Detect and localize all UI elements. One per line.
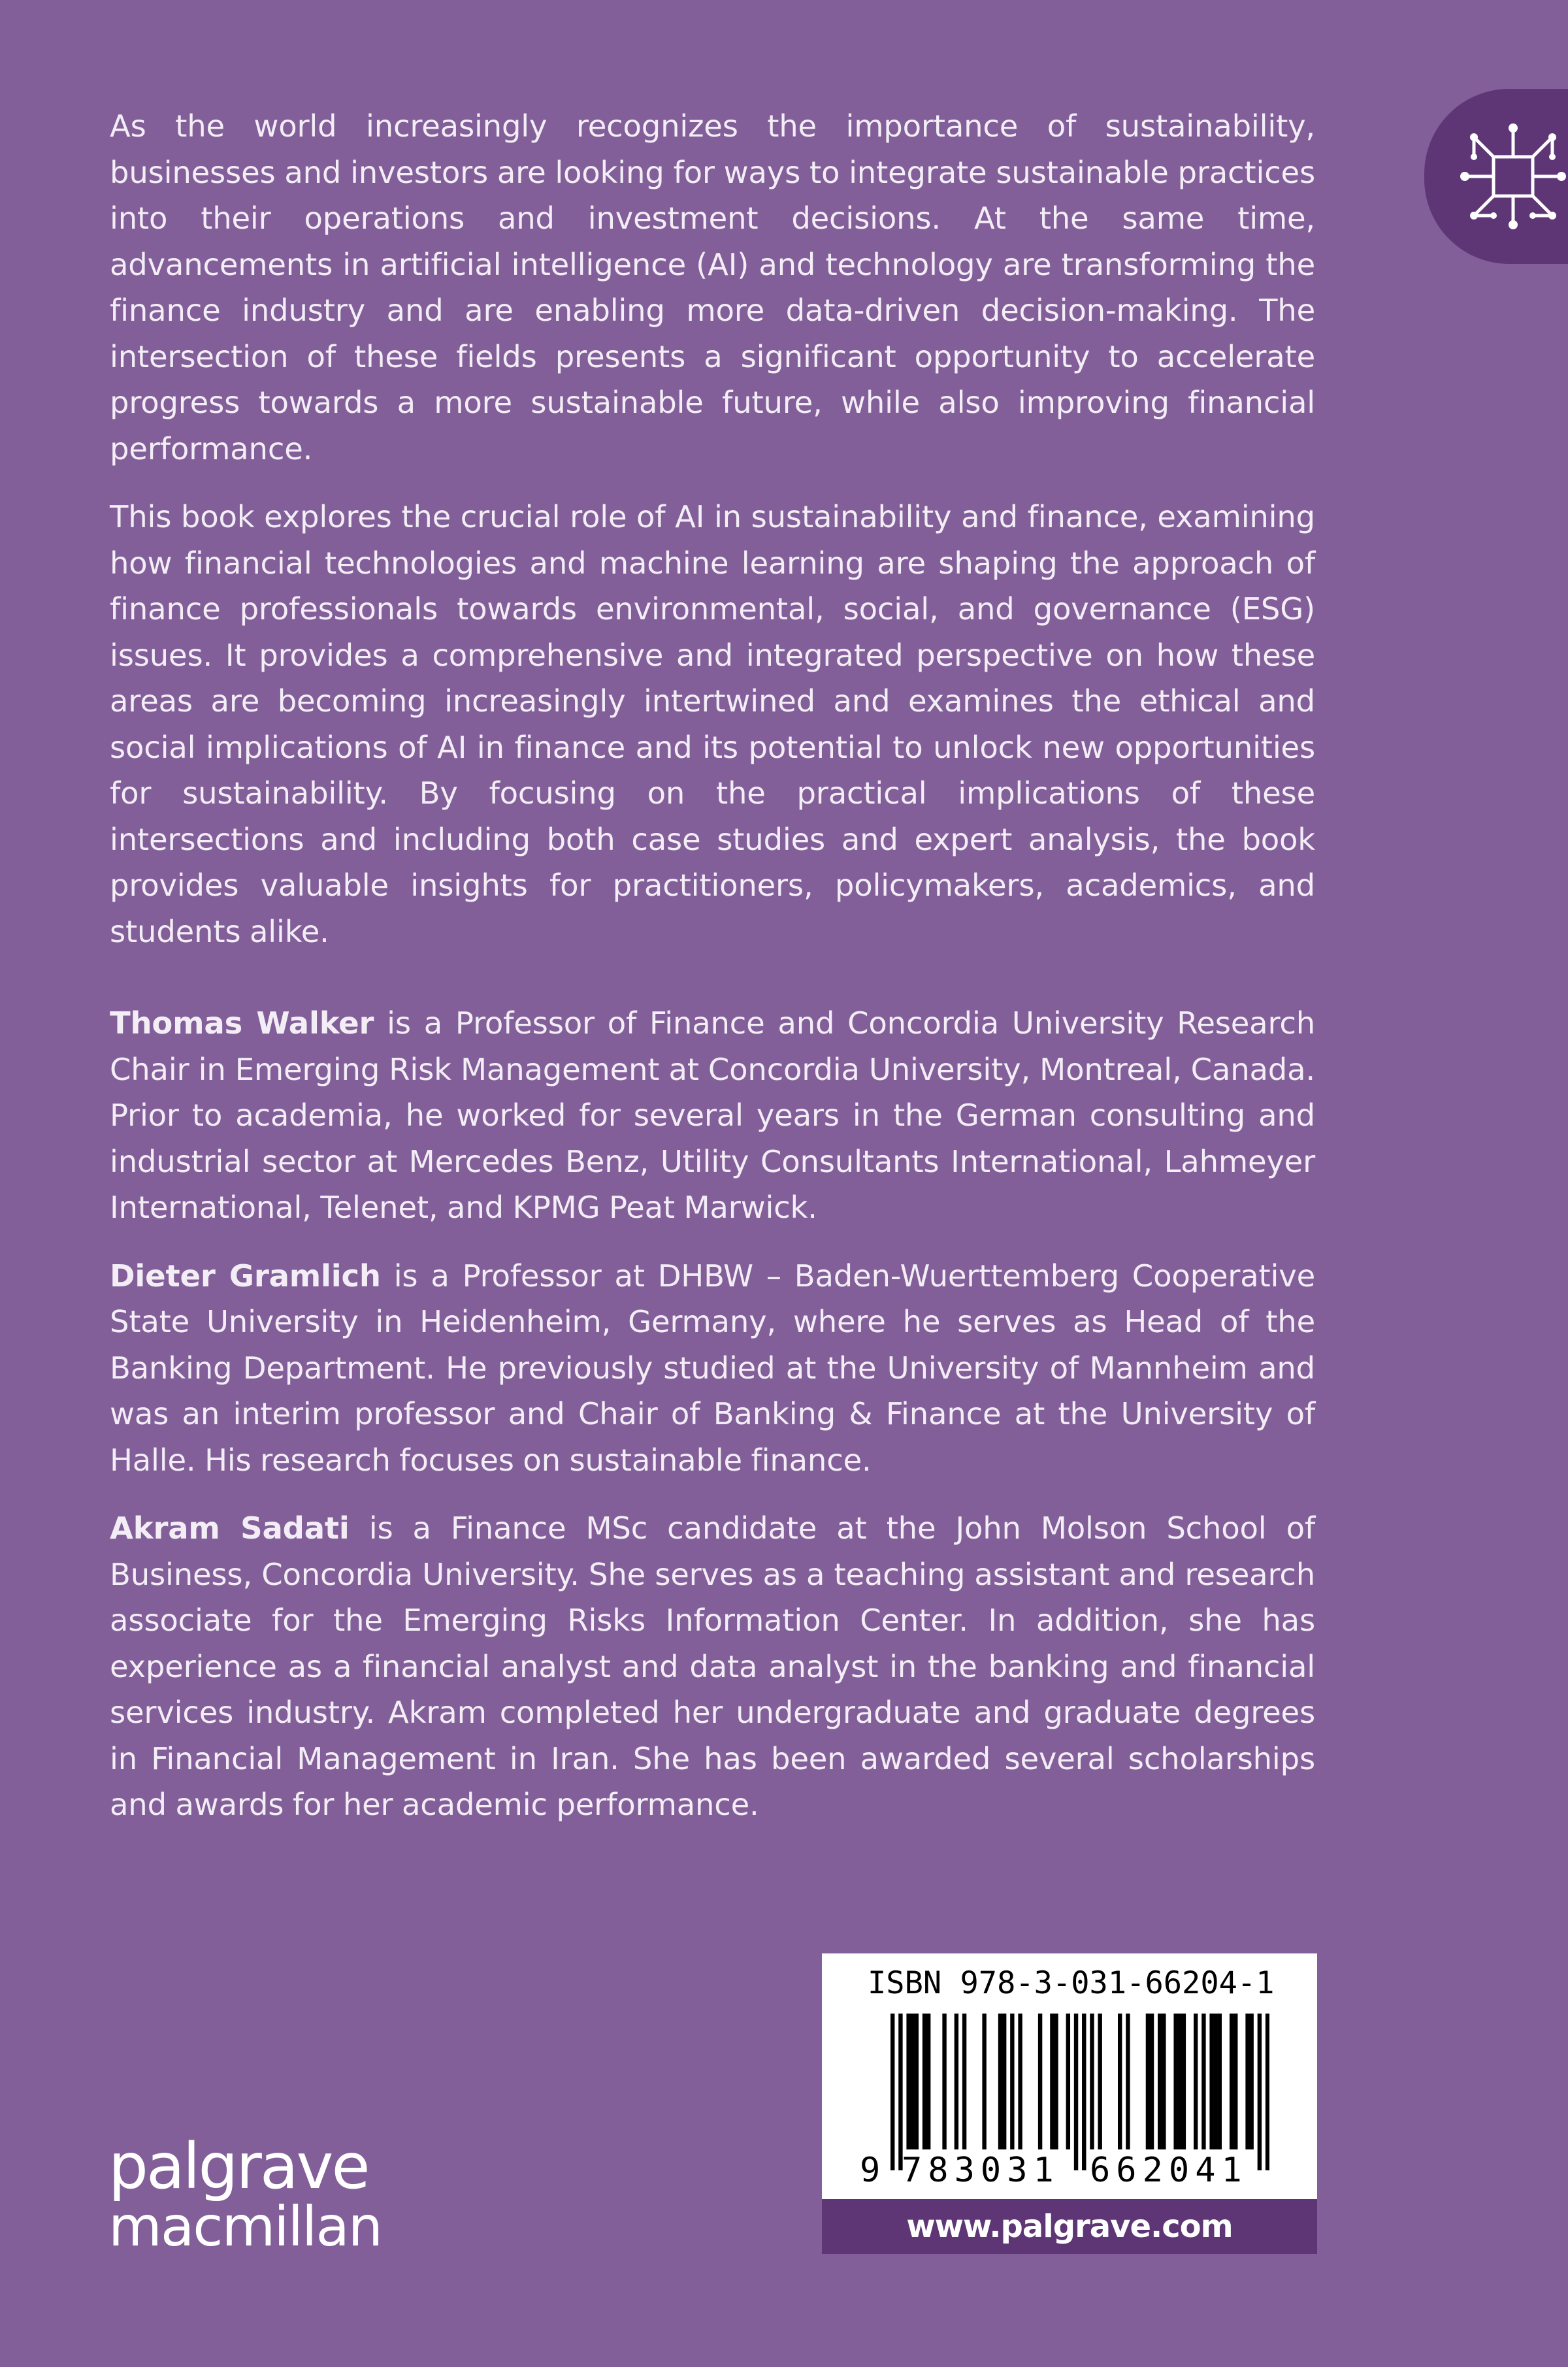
barcode-bar (955, 2014, 958, 2149)
barcode-bar (1218, 2014, 1222, 2149)
author-bio-2 (110, 1253, 1315, 1484)
publisher-url[interactable]: www.palgrave.com (822, 2199, 1317, 2254)
barcode-bar (982, 2014, 986, 2149)
back-cover-text (110, 103, 1315, 1850)
barcode-bar (1173, 2014, 1177, 2149)
barcode-bar (1158, 2014, 1162, 2149)
barcode-left-digits: 783031 (902, 2151, 1060, 2190)
barcode-bar (1201, 2014, 1205, 2149)
barcode-bar (1082, 2014, 1086, 2170)
barcode-bar (1126, 2014, 1130, 2149)
description-paragraph-2: This book explores the crucial role of AI in sustainability and finance, examining how financial technologies and machine learning are shaping the approach of finance professionals towards environmental, social, and governance (ESG) issues. It provides a comprehensive and integrated perspective on how these areas are becoming increasingly intertwined and examines the ethical and social implications of AI in finance and its potential to unlock new opportunities for sustainability. By focusing on the practical implications of these intersections and including both case studies and expert analysis, the book provides valuable insights for practitioners, policymakers, academics, and students alike. (110, 499, 1315, 949)
barcode-bar (898, 2014, 902, 2170)
barcode-bar (962, 2014, 966, 2149)
barcode-bar (1054, 2014, 1058, 2149)
barcode-bar (1266, 2014, 1269, 2170)
barcode-bar (942, 2014, 946, 2149)
publisher-name-line-2: macmillan (108, 2195, 382, 2259)
barcode-bar (1010, 2014, 1014, 2149)
barcode-bar (1178, 2014, 1182, 2149)
author-bio-1 (110, 1000, 1315, 1231)
author-bio-text: is a Professor at DHBW – Baden-Wuerttemberg Cooperative State University in Heidenheim, Germany, where he serves as Head of the Banking Department. He previously studied at the University of Mannheim and was an interim professor and Chair of Banking & Finance at the University of Halle. His research focuses on sustainable finance. (110, 1258, 1315, 1478)
barcode-bar (1214, 2014, 1218, 2149)
barcode-bar (1258, 2014, 1262, 2170)
author-bio-text: is a Professor of Finance and Concordia University Research Chair in Emerging Risk Management at Concordia University, Montreal, Canada. Prior to academia, he worked for several years in the German consulting and industrial sector at Mercedes Benz, Utility Consultants International, Lahmeyer International, Telenet, and KPMG Peat Marwick. (110, 1005, 1315, 1225)
barcode-lead-digit: 9 (860, 2151, 881, 2190)
barcode-bar (1182, 2014, 1186, 2149)
barcode-bars (890, 2014, 1269, 2170)
barcode-bar (915, 2014, 919, 2149)
barcode-bar (1074, 2014, 1078, 2170)
author-bio-text: is a Finance MSc candidate at the John Molson School of Business, Concordia University. She serves as a teaching assistant and research associate for the Emerging Risks Information Center. In addition, she has experience as a financial analyst and data analyst in the banking and financial services industry. Akram completed her undergraduate and graduate degrees in Financial Management in Iran. She has been awarded several scholarships and awards for her academic performance. (110, 1510, 1315, 1822)
publisher-name-line-1: palgrave (108, 2130, 368, 2203)
barcode-bar (1050, 2014, 1054, 2149)
author-name: Akram Sadati (110, 1510, 350, 1546)
barcode-bar (906, 2014, 910, 2149)
isbn-label: ISBN 978-3-031-66204-1 (868, 1965, 1275, 2001)
barcode-bar (1230, 2014, 1233, 2149)
barcode-bar (911, 2014, 915, 2149)
barcode-bar (1018, 2014, 1022, 2149)
publisher-logo (108, 2130, 382, 2259)
barcode-bar (1209, 2014, 1213, 2149)
barcode-bar (1194, 2014, 1198, 2149)
springer-nature-network-icon (1458, 122, 1568, 231)
barcode-bar (1245, 2014, 1249, 2149)
barcode-bar (1038, 2014, 1042, 2149)
description-paragraph-1: As the world increasingly recognizes the importance of sustainability, businesses and investors are looking for ways to integrate sustainable practices into their operations and investment decisions. At the same time, advancements in artificial intelligence (AI) and technology are transforming the finance industry and are enabling more data-driven decision-making. The intersection of these fields presents a significant opportunity to accelerate progress towards a more sustainable future, while also improving financial performance. (110, 108, 1315, 466)
barcode-bar (1098, 2014, 1102, 2149)
barcode-bar (1150, 2014, 1154, 2149)
barcode-bar (998, 2014, 1002, 2149)
barcode-bar (923, 2014, 926, 2149)
barcode-bar (1249, 2014, 1253, 2149)
author-name: Thomas Walker (110, 1005, 374, 1041)
barcode-bar (1146, 2014, 1150, 2149)
barcode-bar (1002, 2014, 1006, 2149)
barcode-bar (1066, 2014, 1070, 2149)
barcode-digits (860, 2151, 1304, 2190)
author-bio-3 (110, 1505, 1315, 1828)
barcode-right-digits: 662041 (1090, 2151, 1248, 2190)
barcode-bar (1233, 2014, 1237, 2149)
barcode-bar (1090, 2014, 1094, 2149)
barcode-bar (926, 2014, 930, 2149)
author-name: Dieter Gramlich (110, 1258, 381, 1294)
series-logo-tab (1424, 89, 1568, 264)
barcode-bar (1118, 2014, 1122, 2149)
barcode-bar (1162, 2014, 1166, 2149)
barcode-bar (890, 2014, 894, 2170)
